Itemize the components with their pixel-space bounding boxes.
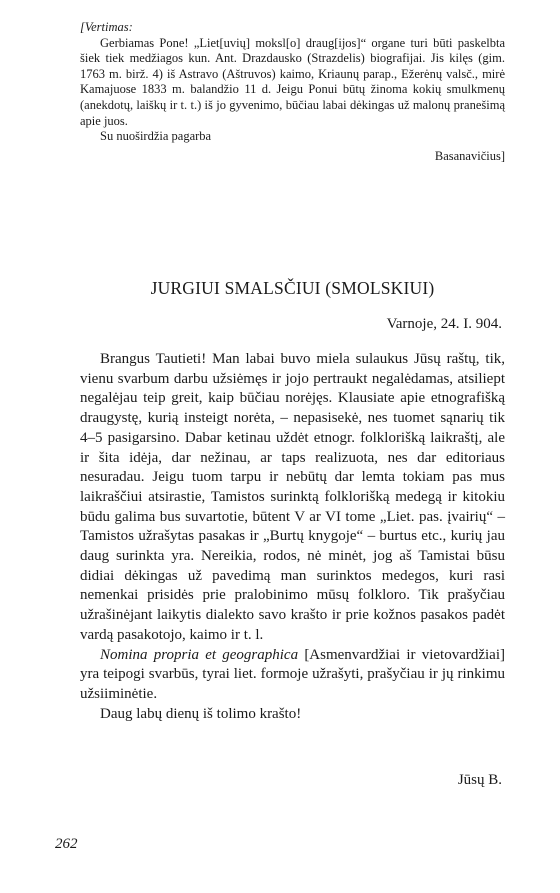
letter-title: JURGIUI SMALSČIUI (SMOLSKIUI): [150, 278, 435, 298]
latin-phrase: Nomina propria et geographica: [100, 646, 299, 663]
translation-signature: Basanavičius]: [434, 148, 505, 163]
page-number: 262: [55, 836, 78, 852]
translation-closing: Su nuoširdžia pagarba: [100, 129, 212, 144]
translation-label: [Vertimas:: [80, 20, 133, 34]
letter-paragraph-1: Brangus Tautieti! Man labai buvo miela sulaukus Jūsų raštų, tik, vienu svarbum darbu užsiėmęs ir jojo pertraukt negalėdamas, atsiliept negalėjau teip greit, kaip būčiau norėjęs. Klausiate apie etnografišką draugystę, kurią insteigt norėta, – nepasisekė, nes tuomet sąnarių tik 4–5 pasigarsino. Dabar ketinau uždėt etnogr. folklorišką laikraštį, ale ir šita idėja, dar nežinau, ar taps realizuota, nes dar editoriaus nesuradau. Jeigu tuom tarpu ir nebūtų dar lemta tokiam pas mus laikraščiui atsirastie, Tamistos surinktą folklorišką medegą ir kitokiu būdu galima bus suvartotie, būtent V ar VI tome „Liet. pas. įvairių“ – Tamistos užrašytas pasakas ir „Burtų knygoje“ – burtus etc., kurių jau daug surinkta yra. Nereikia, rodos, nė minėt, jog aš Tamistai būsu didiai dėkingas už pavedimą man surinktos medegos, kuri rasi nemenkai prisidės prie pralobinimo mūsų folkloro. Tik prašyčiau užrašinėjant laikytis dialekto savo krašto ir prie kožnos pasakos padėt vardą pasakotojo, kaimo ir t. l.: [80, 351, 505, 643]
letter-paragraph-3: Daug labų dienų iš tolimo krašto!: [100, 705, 302, 722]
letter-paragraph-2: [80, 646, 505, 705]
letter-paragraph-2-text: [Asmenvardžiai ir vietovardžiai] yra teipogi svarbūs, tyrai liet. formoje užrašyti, prašyčiau ir jų rinkimu užsiiminėtie.: [80, 646, 505, 702]
translation-body: Gerbiamas Pone! „Liet[uvių] moksl[o] draug[ijos]“ organe turi būti paskelbta šiek tiek medžiagos kun. Ant. Drazdausko (Strazdelis) biografijai. Jis kilęs (gim. 1763 m. birž. 4) iš Astravo (Aštruvos) kaimo, Kriaunų parap., Ežerėnų valsč., mirė Kamajuose 1833 m. balandžio 11 d. Jeigu Ponui būtų žinoma kokių smulkmenų (anekdotų, laiškų ir t. t.) iš jo gyvenimo, būčiau labai dėkingas už malonų pranešimą apie juos.: [80, 35, 505, 128]
letter-dateline: Varnoje, 24. I. 904.: [386, 316, 502, 332]
letter-signature: Jūsų B.: [457, 772, 502, 788]
letter-body: [80, 350, 505, 724]
translation-block: [80, 20, 505, 164]
